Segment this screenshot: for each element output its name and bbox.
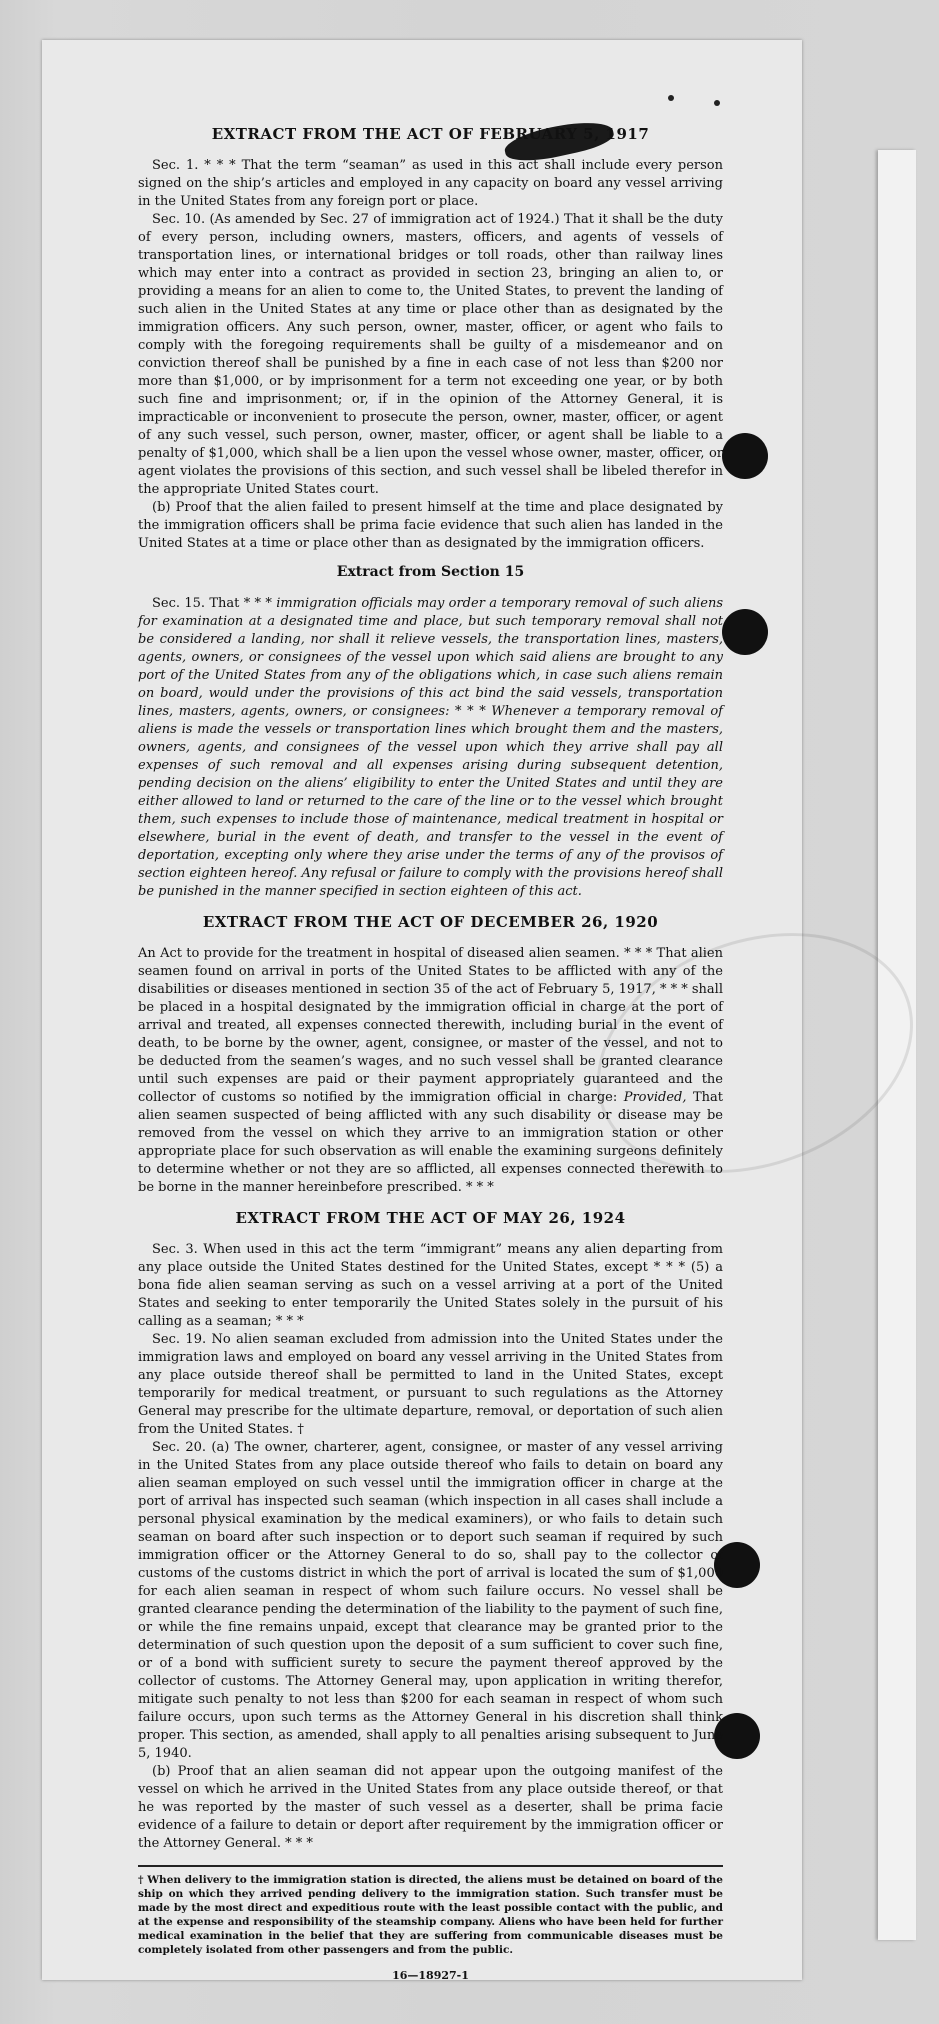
punch-hole [722,609,768,655]
heading-act-1920: EXTRACT FROM THE ACT OF DECEMBER 26, 1920 [202,913,659,931]
document-text [138,125,723,1985]
footnote: † When delivery to the immigration station is directed, the aliens must be detained on board of the ship on which they arrived pending delivery to the immigration station. Such transfer must be made by the most direct and expeditious route with the least possible contact with the public, and at the expense and responsibility of the steamship company. Aliens who have been held for further medical examination in the belief that they are suffering from communicable diseases must be completely isolated from other passengers and from the public. [138,1874,723,1956]
act-1920-body: An Act to provide for the treatment in hospital of diseased alien seamen. * * * That alien seamen found on arrival in ports of the United States to be afflicted with any of the disabilities or diseases mentioned in section 35 of the act of February 5, 1917, * * * shall be placed in a hospital designated by the immigration official in charge at the port of arrival and treated, all expenses connected therewith, including burial in the event of death, to be borne by the owner, agent, consignee, or master of the vessel, and not to be deducted from the seamen’s wages, and no such vessel shall be granted clearance until such expenses are paid or their payment appropriately guaranteed and the collector of customs so notified by the immigration official in charge: [138,946,723,1105]
section-15-text: immigration officials may order a temporary removal of such aliens for examination at a designated time and place, but such temporary removal shall not be considered a landing, nor shall it relieve vessels, the transportation lines, masters, agents, owners, or consignees of the vessel upon which said aliens are brought to any port of the United States from any of the obligations which, in case such aliens remain on board, would under the provisions of this act bind the said vessels, transportation lines, masters, agents, owners, or consignees: * * * Whenever a temporary removal of aliens is made the vessels or transportation lines which brought them and the masters, owners, agents, and consignees of the vessel upon which they arrive shall pay all expenses of such removal and all expenses arising during subsequent detention, pending decision on the aliens’ eligibility to enter the United States and until they are either allowed to land or returned to the care of the line or to the vessel which brought them, such expenses to include those of maintenance, medical treatment in hospital or elsewhere, burial in the event of death, and transfer to the vessel in the event of deportation, excepting only where they arise under the terms of any of the provisos of section eighteen hereof. Any refusal or failure to comply with the provisions hereof shall be punished in the manner specified in section eighteen of this act. [138,596,724,899]
heading-section-15: Extract from Section 15 [336,564,525,580]
act-1920-text [138,945,723,1197]
heading-act-1924: EXTRACT FROM THE ACT OF MAY 26, 1924 [235,1209,626,1227]
form-code: 16—18927-1 [392,1969,469,1982]
section-20a: Sec. 20. (a) The owner, charterer, agent, consignee, or master of any vessel arriving in the United States from any place outside thereof who fails to detain on board any alien seaman employed on such vessel until the immigration officer in charge at the port of arrival has inspected such seaman (which inspection in all cases shall include a personal physical examination by the medical examiners), or who fails to detain such seaman on board after such inspection or to deport such seaman if required by such immigration officer or the Attorney General to do so, shall pay to the collector of customs of the customs district in which the port of arrival is located the sum of $1,000 for each alien seaman in respect of whom such failure occurs. No vessel shall be granted clearance pending the determination of the liability to the payment of such fine, or while the fine remains unpaid, except that clearance may be granted prior to the determination of such question upon the deposit of a sum sufficient to cover such fine, or of a bond with sufficient surety to secure the payment thereof approved by the collector of customs. The Attorney General may, upon application in writing therefor, mitigate such penalty to not less than $200 for each seaman in respect of whom such failure occurs, upon such terms as the Attorney General in his discretion shall think proper. This section, as amended, shall apply to all penalties arising subsequent to June 5, 1940. [138,1440,723,1761]
ink-speck [714,100,720,106]
heading-act-1917: EXTRACT FROM THE ACT OF FEBRUARY 5, 1917 [211,125,650,143]
act-1920-end: That alien seamen suspected of being afflicted with any such disability or disease may be removed from the vessel on which they arrive to an immigration station or other appropriate place for such observation as will enable the examining surgeons definitely to determine whether or not they are so afflicted, all expenses connected therewith to be borne in the manner hereinbefore prescribed. * * * [138,1090,723,1195]
footnote-divider [138,1865,723,1867]
punch-hole [722,433,768,479]
ink-speck [668,95,674,101]
section-3: Sec. 3. When used in this act the term “immigrant” means any alien departing from any place outside the United States destined for the United States, except * * * (5) a bona fide alien seaman serving as such on a vessel arriving at a port of the United States and seeking to enter temporarily the United States solely in the pursuit of his calling as a seaman; * * * [138,1242,723,1329]
section-15-lead: Sec. 15. That * * * [152,596,277,611]
section-20b: (b) Proof that an alien seaman did not appear upon the outgoing manifest of the vessel on which he arrived in the United States from any place outside thereof, or that he was reported by the master of such vessel as a deserter, shall be prima facie evidence of a failure to detain or deport after requirement by the immigration officer or the Attorney General. * * * [138,1764,723,1851]
act-1920-proviso: Provided, [623,1090,687,1105]
section-10b: (b) Proof that the alien failed to present himself at the time and place designated by the immigration officers shall be prima facie evidence that such alien has landed in the United States at a time or place other than as designated by the immigration officers. [138,500,723,551]
section-10: Sec. 10. (As amended by Sec. 27 of immigration act of 1924.) That it shall be the duty of every person, including owners, masters, officers, and agents of vessels of transportation lines, or international bridges or toll roads, other than railway lines which may enter into a contract as provided in section 23, bringing an alien to, or providing a means for an alien to come to, the United States, to prevent the landing of such alien in the United States at any time or place other than as designated by the immigration officers. Any such person, owner, master, officer, or agent who fails to comply with the foregoing requirements shall be guilty of a misdemeanor and on conviction thereof shall be punished by a fine in each case of not less than $200 nor more than $1,000, or by imprisonment for a term not exceeding one year, or by both such fine and imprisonment; or, if in the opinion of the Attorney General, it is impracticable or inconvenient to prosecute the person, owner, master, officer, or agent of any such vessel, such person, owner, master, officer, or agent shall be liable to a penalty of $1,000, which shall be a lien upon the vessel whose owner, master, officer, or agent violates the provisions of this section, and such vessel shall be libeled therefor in the appropriate United States court. [138,212,723,497]
section-15 [138,595,723,901]
section-1: Sec. 1. * * * That the term “seaman” as used in this act shall include every person signed on the ship’s articles and employed in any capacity on board any vessel arriving in the United States from any foreign port or place. [138,158,723,209]
section-19: Sec. 19. No alien seaman excluded from admission into the United States under the immigration laws and employed on board any vessel arriving in the United States from any place outside thereof shall be permitted to land in the United States, except temporarily for medical treatment, or pursuant to such regulations as the Attorney General may prescribe for the ultimate departure, removal, or deportation of such alien from the United States. † [138,1332,723,1437]
